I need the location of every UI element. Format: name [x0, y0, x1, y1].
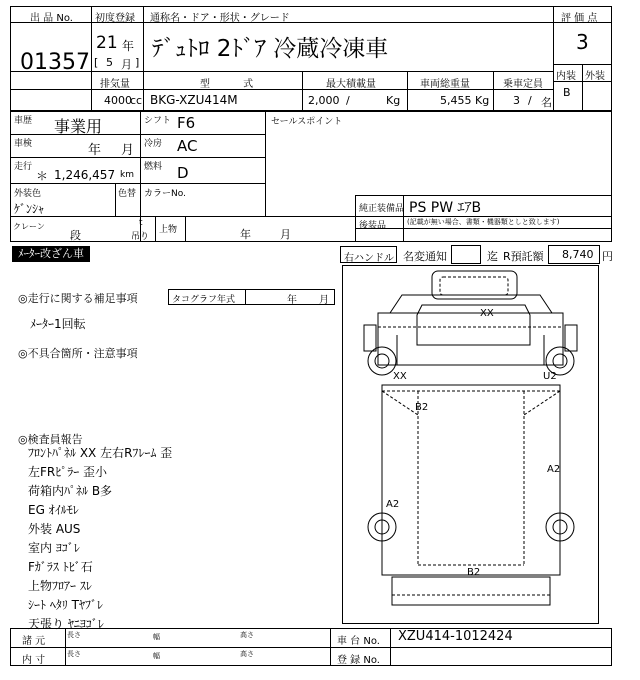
- name-change-box: [451, 245, 481, 264]
- tacho-month: 月: [319, 295, 329, 306]
- rhd-label: 右ハンドル: [344, 253, 394, 264]
- crane-ton: t: [139, 218, 143, 228]
- grade-label: 評 価 点: [561, 13, 598, 24]
- due-label: 迄: [487, 250, 498, 263]
- fuel-value: D: [177, 164, 189, 182]
- chassis-number: XZU414-1012424: [398, 629, 513, 644]
- inspector-line: EG ｵｲﾙﾓﾚ: [28, 503, 79, 517]
- mark-left-side: A2: [386, 499, 400, 510]
- equipment-label: 純正装備品: [359, 204, 405, 214]
- crane-label: クレーン: [13, 222, 45, 231]
- shift-value: F6: [177, 114, 196, 132]
- mark-right-side: A2: [547, 464, 561, 475]
- mark-rear: B2: [467, 567, 481, 578]
- equipment-value: PS PW ｴｱB: [409, 200, 482, 216]
- interior-length: 長さ: [67, 650, 81, 658]
- ac-label: 冷房: [144, 139, 163, 149]
- color-label: 外装色: [14, 189, 42, 199]
- exterior-grade-label: 外装: [585, 71, 605, 82]
- mileage-prefix: ＊: [36, 169, 49, 183]
- dims-length: 長さ: [67, 631, 81, 639]
- tacho-year: 年: [287, 295, 297, 306]
- crane-hang: 吊り: [131, 232, 150, 242]
- color-code-label: カラーNo.: [144, 189, 186, 199]
- inspector-line: 天張り ﾔﾆﾖｺﾞﾚ: [28, 617, 104, 631]
- name-label: 通称名・ドア・形状・グレード: [150, 13, 290, 24]
- color-no-label: 色替: [118, 189, 137, 199]
- dims-label: 諸 元: [22, 636, 46, 647]
- passengers-unit: 名: [541, 96, 552, 109]
- upper-label: 上物: [159, 225, 178, 235]
- defects-label: ◎不具合箇所・注意事項: [18, 347, 138, 360]
- upper-month: 月: [280, 228, 291, 241]
- gross-weight-label: 車両総重量: [420, 79, 470, 90]
- ac-value: AC: [177, 137, 198, 155]
- displacement-value: 4000: [104, 94, 132, 107]
- inspector-line: Fｶﾞﾗｽ ﾄﾋﾞ石: [28, 560, 93, 574]
- interior-width: 幅: [153, 652, 160, 660]
- first-reg-month-unit: 月: [121, 58, 132, 71]
- accessories-note: (記載が無い場合、書類・機器類としと致します): [407, 218, 560, 226]
- registration-label: 登 録 No.: [337, 655, 380, 666]
- displacement-label: 排気量: [100, 79, 130, 90]
- month-close: ]: [135, 56, 140, 69]
- passengers-label: 乗車定員: [503, 79, 543, 90]
- inspection-label: 車検: [14, 139, 33, 149]
- shift-label: シフト: [144, 116, 172, 126]
- history-label: 車歴: [14, 116, 33, 126]
- inspector-label: ◎検査員報告: [18, 433, 83, 446]
- inspection-year-unit: 年: [88, 143, 102, 158]
- inspector-line: 荷箱内ﾊﾟﾈﾙ B多: [28, 484, 113, 498]
- crane-stage: 段: [70, 229, 81, 242]
- lot-label: 出 品 No.: [30, 13, 73, 24]
- grade-value: 3: [576, 30, 589, 54]
- inspector-line: ﾌﾛﾝﾄﾊﾟﾈﾙ XX 左右Rﾌﾚｰﾑ 歪: [28, 446, 173, 460]
- inspector-line: 外装 AUS: [28, 522, 81, 536]
- sales-point-label: セールスポイント: [271, 117, 343, 127]
- dims-width: 幅: [153, 633, 160, 641]
- capacity-slash: /: [346, 94, 350, 107]
- passengers-slash: /: [528, 94, 532, 107]
- dims-height: 高さ: [240, 631, 254, 639]
- upper-year: 年: [240, 228, 251, 241]
- interior-dims-label: 内 寸: [22, 655, 46, 666]
- driving-label: ◎走行に関する補足事項: [18, 292, 138, 305]
- name-change-label: 名変通知: [403, 250, 447, 263]
- inspector-line: 左FRﾋﾟﾗｰ 歪小: [28, 465, 108, 479]
- inspector-lines: [28, 444, 172, 634]
- history-value: 事業用: [54, 117, 103, 136]
- mark-right-front: U2: [543, 371, 557, 382]
- mark-box-upper: B2: [415, 402, 429, 413]
- mileage-value: 1,246,457: [54, 168, 116, 182]
- gross-weight-unit: Kg: [475, 94, 490, 107]
- passengers-value: 3: [513, 94, 520, 107]
- car-name: ﾃﾞｭﾄﾛ 2ﾄﾞｱ 冷蔵冷凍車: [152, 36, 389, 62]
- mileage-unit: km: [120, 170, 134, 180]
- mileage-label: 走行: [14, 162, 33, 172]
- displacement-unit: cc: [130, 94, 143, 107]
- model-value: BKG-XZU414M: [150, 93, 238, 107]
- interior-grade-label: 内装: [556, 71, 576, 82]
- capacity-label: 最大積載量: [326, 79, 376, 90]
- first-reg-year-unit: 年: [122, 39, 135, 53]
- recycle-amount: 8,740: [562, 248, 594, 261]
- mark-front: XX: [480, 308, 494, 319]
- lot-number: 01357: [20, 50, 90, 75]
- mark-left-front: XX: [393, 371, 407, 382]
- tamper-label: ﾒｰﾀｰ改ざん車: [18, 247, 84, 260]
- driving-note: ﾒｰﾀｰ1回転: [30, 317, 86, 331]
- model-label: 型 式: [200, 79, 254, 90]
- color-value: ｹﾞﾝｼｬ: [14, 202, 45, 216]
- capacity-unit: Kg: [386, 94, 401, 107]
- fuel-label: 燃料: [144, 162, 163, 172]
- inspector-line: 室内 ﾖｺﾞﾚ: [28, 541, 80, 555]
- capacity-value: 2,000: [308, 94, 340, 107]
- first-reg-month: 5: [106, 56, 113, 69]
- inspection-month-unit: 月: [121, 143, 135, 158]
- inspector-line: ｼｰﾄ ﾍﾀﾘ Tﾔﾌﾞﾚ: [28, 598, 103, 612]
- first-reg-year: 21: [96, 33, 118, 53]
- month-open: [: [94, 56, 99, 69]
- first-reg-label: 初度登録: [95, 13, 135, 24]
- chassis-label: 車 台 No.: [337, 636, 380, 647]
- gross-weight-value: 5,455: [440, 94, 472, 107]
- recycle-label: R預託額: [503, 250, 544, 263]
- recycle-unit: 円: [602, 250, 613, 263]
- inspector-line: 上物ﾌﾛｱｰ ｽﾚ: [28, 579, 92, 593]
- tachograph-label: タコグラフ年式: [172, 295, 236, 305]
- accessories-label: 後装品: [359, 221, 387, 231]
- tamper-badge: [12, 246, 90, 262]
- interior-grade-value: B: [563, 86, 571, 99]
- interior-height: 高さ: [240, 650, 254, 658]
